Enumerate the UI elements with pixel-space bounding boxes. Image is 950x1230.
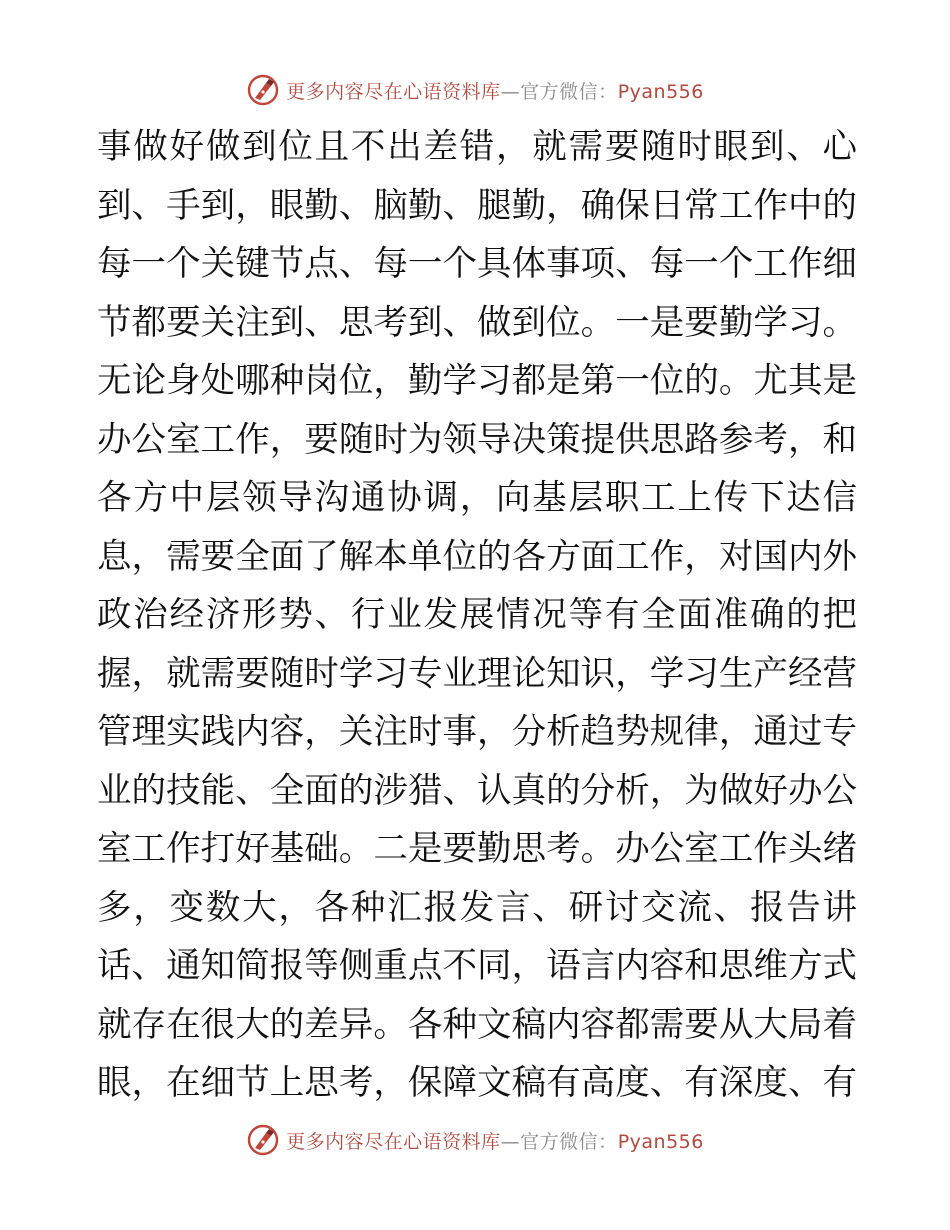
banner-wechat-id: Pyan556	[617, 80, 704, 103]
text-line: 办公室工作，要随时为领导决策提供思路参考，和	[97, 419, 857, 460]
pen-nib-logo-icon	[246, 1123, 280, 1157]
pen-nib-logo-icon	[246, 73, 280, 107]
text-line: 管理实践内容，关注时事，分析趋势规律，通过专	[97, 712, 857, 752]
banner-wechat-id: Pyan556	[617, 1130, 704, 1153]
banner-wechat-label: 官方微信：	[520, 80, 618, 103]
header-banner-inner	[246, 73, 704, 107]
text-line: 各方中层领导沟通协调，向基层职工上传下达信	[97, 478, 857, 518]
banner-brand-text: 更多内容尽在心语资料库	[286, 80, 501, 103]
text-line: 节都要关注到、思考到、做到位。一是要勤学习。	[97, 302, 857, 343]
banner-brand-text: 更多内容尽在心语资料库	[286, 1130, 501, 1153]
banner-text	[286, 1127, 704, 1154]
text-line: 眼，在细节上思考，保障文稿有高度、有深度、有	[97, 1063, 857, 1103]
text-line: 政治经济形势、行业发展情况等有全面准确的把	[97, 595, 857, 635]
footer-banner	[0, 1120, 950, 1160]
text-line: 每一个关键节点、每一个具体事项、每一个工作细	[97, 244, 857, 284]
text-line: 业的技能、全面的涉猎、认真的分析，为做好办公	[97, 770, 857, 811]
text-line: 无论身处哪种岗位，勤学习都是第一位的。尤其是	[97, 361, 857, 401]
text-line: 握，就需要随时学习专业理论知识，学习生产经营	[97, 653, 857, 694]
text-line: 话、通知简报等侧重点不同，语言内容和思维方式	[97, 946, 857, 986]
banner-dash: —	[500, 1130, 521, 1153]
text-line: 事做好做到位且不出差错，就需要随时眼到、心	[97, 127, 857, 167]
text-line: 室工作打好基础。二是要勤思考。办公室工作头绪	[97, 829, 857, 869]
text-line: 到、手到，眼勤、脑勤、腿勤，确保日常工作中的	[97, 185, 857, 226]
banner-text	[286, 77, 704, 104]
banner-wechat-label: 官方微信：	[520, 1130, 618, 1153]
header-banner	[0, 70, 950, 110]
footer-banner-inner	[246, 1123, 704, 1157]
text-line: 就存在很大的差异。各种文稿内容都需要从大局着	[97, 1004, 857, 1045]
text-line: 多，变数大，各种汇报发言、研讨交流、报告讲	[97, 887, 857, 928]
banner-dash: —	[500, 80, 521, 103]
text-line: 息，需要全面了解本单位的各方面工作，对国内外	[97, 536, 857, 577]
document-body	[97, 118, 857, 1113]
